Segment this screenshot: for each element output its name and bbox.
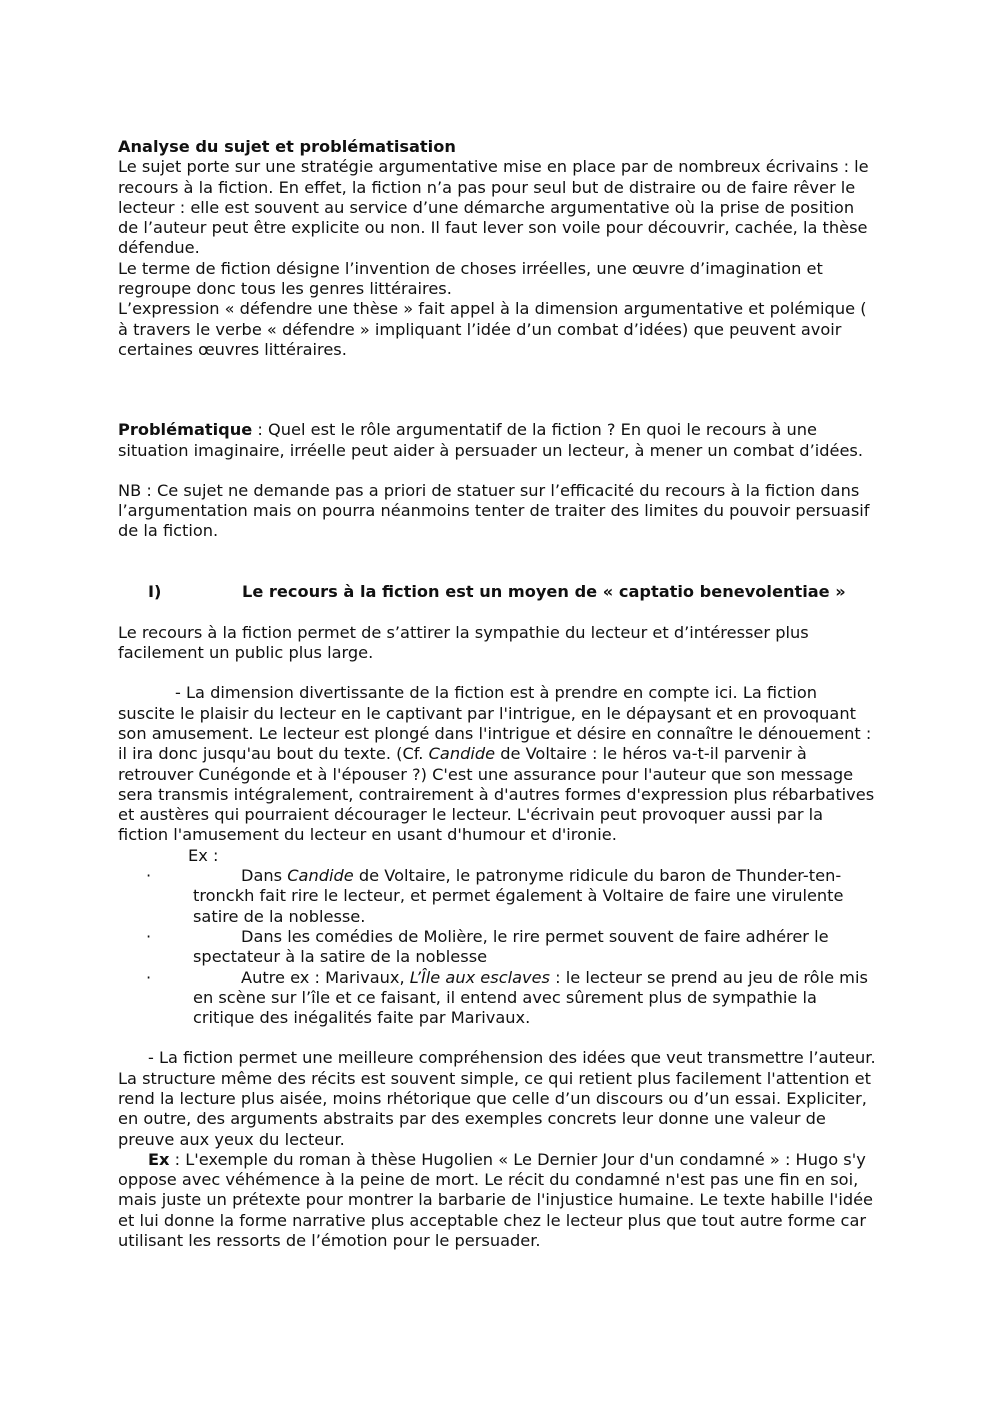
problematique-label: Problématique <box>118 420 253 440</box>
examples-list <box>118 866 878 1028</box>
divertissement-text-a: - La dimension divertissante de la fiction est à prendre en compte ici. La fiction suscite le plaisir du lecteur en le captivant par l'intrigue, en le dépaysant et en provoquant son amusement. Le lecteur est plongé dans l'intrigue et désire en connaître le dénouement : il ira donc jusqu'au bout du texte. (Cf. <box>118 683 872 764</box>
document-page <box>118 137 878 1251</box>
spacer <box>118 400 878 420</box>
spacer <box>118 663 878 683</box>
examples-label: Ex : <box>188 845 219 865</box>
nb-paragraph: NB : Ce sujet ne demande pas a priori de statuer sur l’efficacité du recours à la fiction dans l’argumentation mais on pourra néanmoins tenter de traiter des limites du pouvoir persuasif de la fiction. <box>118 480 870 541</box>
spacer <box>118 603 878 623</box>
problematique-paragraph <box>118 420 878 461</box>
bullet-3-text-a: Autre ex : Marivaux, <box>241 967 410 987</box>
comprehension-paragraph: - La fiction permet une meilleure compréhension des idées que veut transmettre l’auteur. La structure même des récits est souvent simple, ce qui retient plus facilement l'attention et rend la lecture plus aisée, moins rhétorique que celle d’un discours ou d’un essai. Expliciter, en outre, des arguments abstraits par des exemples concrets leur donne une valeur de preuve aux yeux du lecteur. <box>118 1048 876 1149</box>
candide-title: Candide <box>428 744 496 764</box>
hugo-example-text: : L'exemple du roman à thèse Hugolien « Le Dernier Jour d'un condamné » : Hugo s'y oppose avec véhémence à la peine de mort. Le récit du condamné n'est pas une fin en soi, mais juste un prétexte pour montrer la barbarie de l'injustice humaine. Le texte habille l'idée et lui donne la forme narrative plus acceptable chez le lecteur plus que tout autre forme car utilisant les ressorts de l’émotion pour le persuader. <box>118 1149 874 1251</box>
bullet-dot: · <box>146 926 152 946</box>
analysis-paragraph-2: Le terme de fiction désigne l’invention de choses irréelles, une œuvre d’imagination et regroupe donc tous les genres littéraires. <box>118 258 823 299</box>
bullet-dot: · <box>146 967 152 987</box>
analysis-heading: Analyse du sujet et problématisation <box>118 137 456 156</box>
bullet-2-text: Dans les comédies de Molière, le rire permet souvent de faire adhérer le spectateur à la satire de la noblesse <box>193 926 829 967</box>
analysis-paragraph-3: L’expression « défendre une thèse » fait appel à la dimension argumentative et polémique ( à travers le verbe « défendre » impliquant l’idée d’un combat d’idées) que peuvent avoir certaines œuvres littéraires. <box>118 299 867 359</box>
section-1-number: I) <box>148 581 162 601</box>
bullet-3-italic: L’Île aux esclaves <box>409 967 550 987</box>
divertissement-paragraph <box>118 683 878 845</box>
section-1-intro: Le recours à la fiction permet de s’attirer la sympathie du lecteur et d’intéresser plus facilement un public plus large. <box>118 622 809 663</box>
spacer <box>118 461 878 481</box>
section-1-title <box>118 582 878 603</box>
analysis-paragraph-1: Le sujet porte sur une stratégie argumentative mise en place par de nombreux écrivains : le recours à la fiction. En effet, la fiction n’a pas pour seul but de distraire ou de faire rêver le lecteur : elle est souvent au service d’une démarche argumentative où la prise de position de l’auteur peut être explicite ou non. Il faut lever son voile pour découvrir, cachée, la thèse défendue. <box>118 157 869 258</box>
list-item <box>118 866 878 927</box>
bullet-1-text-b: de Voltaire, le patronyme ridicule du baron de Thunder-ten-tronckh fait rire le lecteur, et permet également à Voltaire de faire une virulente satire de la noblesse. <box>193 866 844 926</box>
spacer <box>118 360 878 400</box>
bullet-1-text-a: Dans <box>241 866 288 886</box>
list-item <box>118 927 878 968</box>
spacer <box>118 542 878 582</box>
problematique-text: : Quel est le rôle argumentatif de la fiction ? En quoi le recours à une situation imaginaire, irréelle peut aider à persuader un lecteur, à mener un combat d’idées. <box>118 420 863 460</box>
section-1-title-text: Le recours à la fiction est un moyen de « captatio benevolentiae » <box>242 581 846 601</box>
hugo-example-paragraph <box>118 1150 878 1251</box>
list-item <box>118 968 878 1029</box>
bullet-3-text-b: : le lecteur se prend au jeu de rôle mis en scène sur l’île et ce faisant, il entend avec sûrement plus de sympathie la critique des inégalités faite par Marivaux. <box>193 967 868 1028</box>
bullet-1-italic: Candide <box>287 866 354 886</box>
bullet-dot: · <box>146 866 152 886</box>
spacer <box>118 1028 878 1048</box>
divertissement-text-b: de Voltaire : le héros va-t-il parvenir à retrouver Cunégonde et à l'épouser ?) C'est une assurance pour l'auteur que son message sera transmis intégralement, contrairement à d'autres formes d'expression plus rébarbatives et austères qui pourraient décourager le lecteur. L'écrivain peut provoquer aussi par la fiction l'amusement du lecteur en usant d'humour et d'ironie. <box>118 744 875 845</box>
hugo-example-label: Ex <box>148 1149 170 1169</box>
